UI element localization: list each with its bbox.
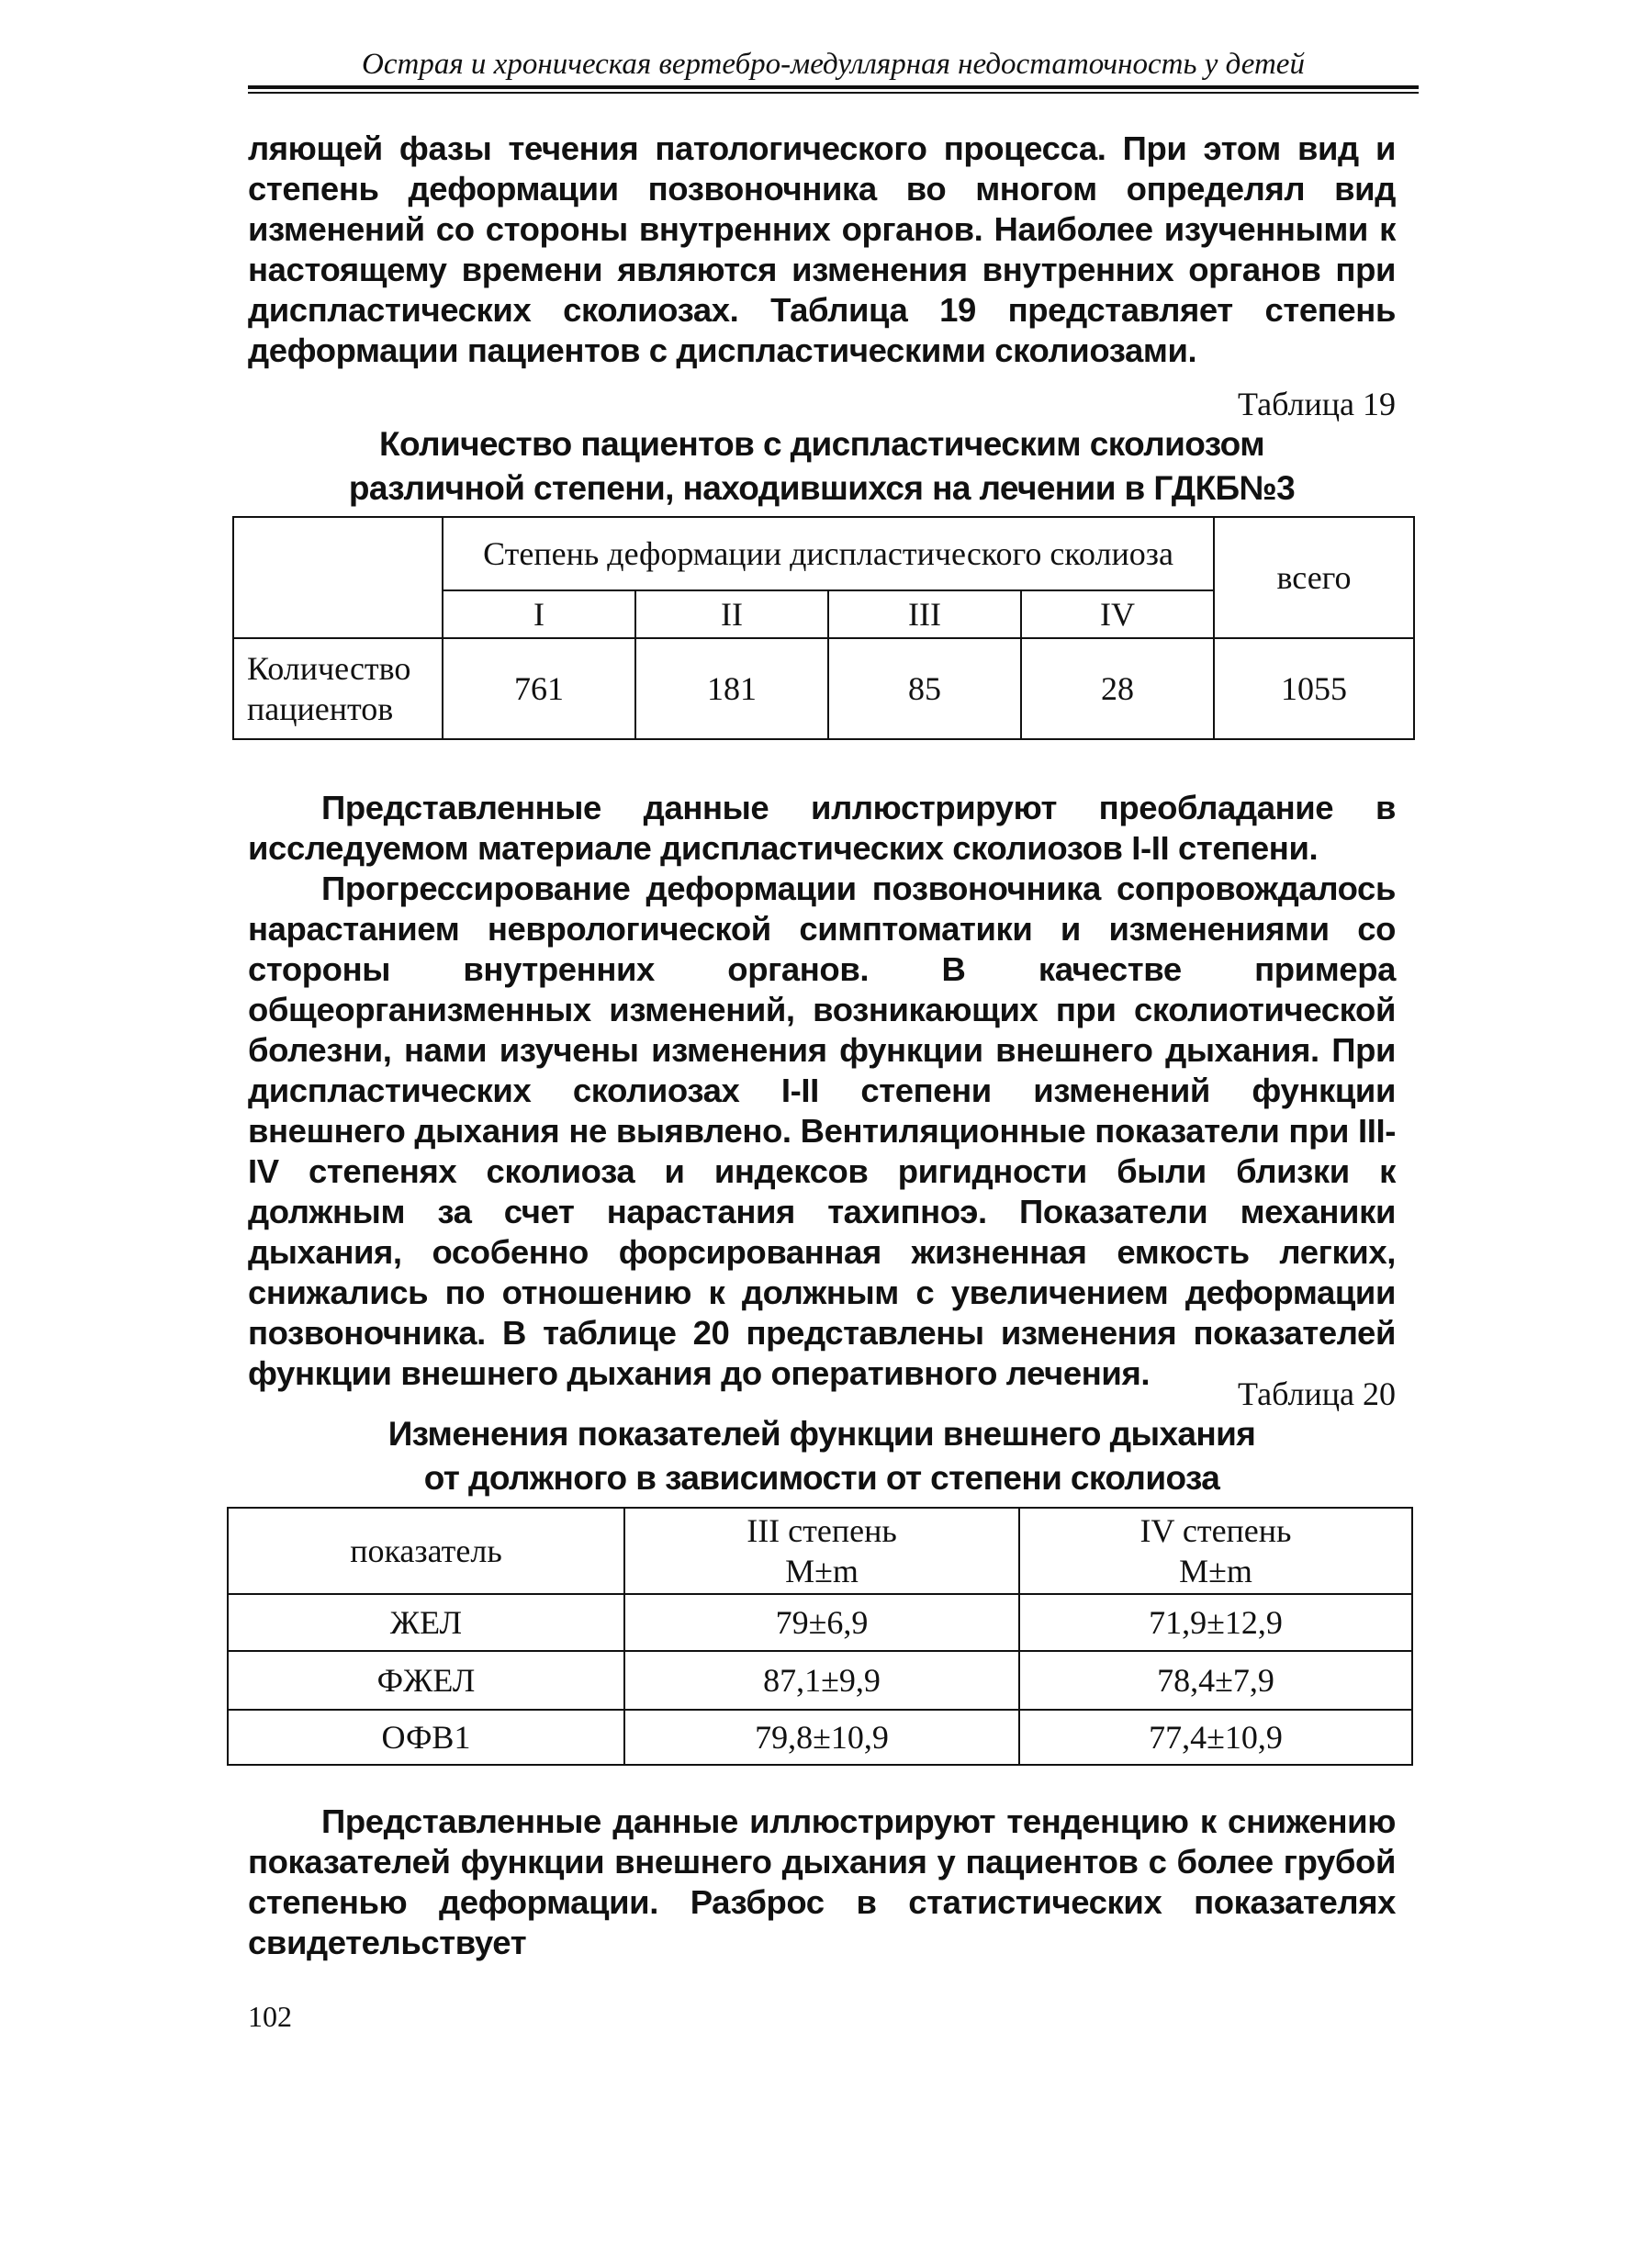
table19-value-3: 85	[828, 638, 1021, 739]
table20-row-grade4: 77,4±10,9	[1019, 1710, 1412, 1765]
table20-grade4-stat: M±m	[1179, 1553, 1252, 1589]
table20-row-grade3: 87,1±9,9	[624, 1651, 1019, 1710]
table20-row-name: ЖЕЛ	[228, 1594, 624, 1651]
table20-row-grade3: 79,8±10,9	[624, 1710, 1019, 1765]
paragraph-progression: Прогрессирование деформации позвоночника сопровождалось нарастанием неврологической симптоматики и изменениями со стороны внутренних органов. В качестве примера общеорганизменных изменений, возникающих при сколиотической болезни, нами изучены изменения функции внешнего дыхания. При диспластических сколиозах I-II степени изменений функции внешнего дыхания не выявлено. Вентиляционные показатели при III-IV степенях сколиоза и индексов ригидности были близки к должным за счет нарастания тахипноэ. Показатели механики дыхания, особенно форсированная жизненная емкость легких, снижались по отношению к должным с увеличением деформации позвоночника. В таблице 20 представлены изменения показателей функции внешнего дыхания до оперативного лечения.	[248, 870, 1396, 1392]
table20-grade3-header	[624, 1508, 1019, 1594]
paragraph-summary-20: Представленные данные иллюстрируют тенденцию к снижению показателей функции внешнего дыхания у пациентов с более грубой степенью деформации. Разброс в статистических показателях свидетельствует	[248, 1802, 1396, 1961]
table19-title-line2: различной степени, находившихся на лечении в ГДКБ№3	[348, 469, 1296, 507]
table20-row-name: ОФВ1	[228, 1710, 624, 1765]
table19-value-4: 28	[1021, 638, 1214, 739]
table20-row-grade4: 78,4±7,9	[1019, 1651, 1412, 1710]
table20-title-line1: Изменения показателей функции внешнего дыхания	[387, 1415, 1256, 1453]
table20-title-line2: от должного в зависимости от степени сколиоза	[423, 1459, 1220, 1497]
table19-degree-header: Степень деформации диспластического сколиоза	[443, 517, 1214, 590]
page-number: 102	[248, 2000, 292, 2033]
running-head: Острая и хроническая вертебро-медуллярная недостаточность у детей	[362, 48, 1305, 81]
paragraph-intro: ляющей фазы течения патологического процесса. При этом вид и степень деформации позвоночника во многом определял вид изменений со стороны внутренних органов. Наиболее изученными к настоящему времени являются изменения внутренних органов при диспластических сколиозах. Таблица 19 представляет степень деформации пациентов с диспластическими сколиозами.	[248, 129, 1396, 369]
table19-caption: Таблица 19	[1238, 386, 1396, 422]
table19-degree-2: II	[635, 590, 828, 638]
table19-value-2: 181	[635, 638, 828, 739]
paragraph-summary-19: Представленные данные иллюстрируют преобладание в исследуемом материале диспластических сколиозов I-II степени.	[248, 789, 1396, 867]
table19-row-label: Количество пациентов	[233, 638, 443, 739]
table19-title-line1: Количество пациентов с диспластическим сколиозом	[379, 425, 1264, 463]
table19-empty-corner	[233, 517, 443, 638]
header-rule	[248, 85, 1419, 89]
table20-grade4-title: IV степень	[1139, 1512, 1292, 1549]
table20-grade3-stat: M±m	[785, 1553, 859, 1589]
table20-row-grade4: 71,9±12,9	[1019, 1594, 1412, 1651]
table20-indicator-header: показатель	[228, 1508, 624, 1594]
table19-total-header: всего	[1214, 517, 1414, 638]
table20	[227, 1507, 1413, 1766]
table20-row-name: ФЖЕЛ	[228, 1651, 624, 1710]
table19	[232, 516, 1415, 740]
table20-row-grade3: 79±6,9	[624, 1594, 1019, 1651]
table20-caption: Таблица 20	[1238, 1375, 1396, 1412]
header-rule-thin	[248, 92, 1419, 94]
table19-degree-3: III	[828, 590, 1021, 638]
table19-degree-1: I	[443, 590, 635, 638]
table20-grade3-title: III степень	[747, 1512, 897, 1549]
table19-value-1: 761	[443, 638, 635, 739]
table19-total-value: 1055	[1214, 638, 1414, 739]
table20-grade4-header	[1019, 1508, 1412, 1594]
table19-degree-4: IV	[1021, 590, 1214, 638]
